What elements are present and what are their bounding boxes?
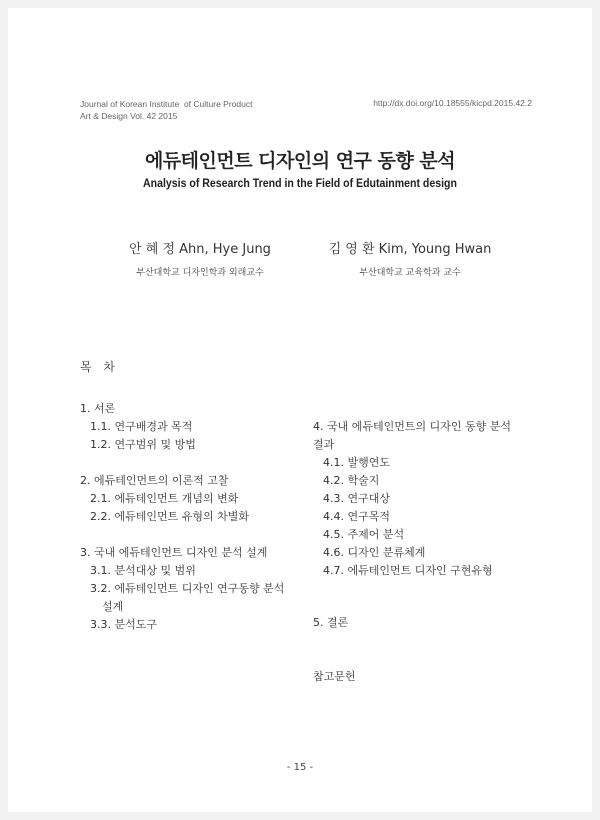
- journal-info: [80, 98, 252, 122]
- toc-item: 4.7. 에듀테인먼트 디자인 구현유형: [323, 564, 493, 577]
- author-1-name: 안 혜 정 Ahn, Hye Jung: [129, 242, 271, 257]
- toc-heading: 목 차: [80, 360, 119, 374]
- author-2-affiliation: 부산대학교 교육학과 교수: [359, 268, 461, 278]
- author-1: [100, 238, 300, 278]
- toc-item: 설계: [102, 600, 124, 613]
- toc-item: 3. 국내 에듀테인먼트 디자인 분석 설계: [80, 546, 268, 559]
- toc-item: 4.5. 주제어 분석: [323, 528, 405, 541]
- author-2: [310, 238, 510, 278]
- toc-item: 1.2. 연구범위 및 방법: [90, 438, 196, 451]
- toc-item: 5. 결론: [313, 616, 349, 629]
- author-2-name: 김 영 환 Kim, Young Hwan: [328, 242, 492, 257]
- toc-item: 4.2. 학술지: [323, 474, 380, 487]
- toc-item: 2. 에듀테인먼트의 이론적 고찰: [80, 474, 229, 487]
- toc-item: 결과: [313, 438, 335, 451]
- toc-item: 4.1. 발행연도: [323, 456, 390, 469]
- toc-item: 참고문헌: [313, 670, 356, 683]
- page-number: - 15 -: [286, 762, 314, 773]
- toc-item: 2.2. 에듀테인먼트 유형의 차별화: [90, 510, 249, 523]
- toc-item: 2.1. 에듀테인먼트 개념의 변화: [90, 492, 239, 505]
- doi-link[interactable]: http://dx.doi.org/10.18555/kicpd.2015.42.2: [373, 98, 532, 108]
- toc-item: 4. 국내 에듀테인먼트의 디자인 동향 분석: [313, 420, 511, 433]
- toc-item: 3.3. 분석도구: [90, 618, 157, 631]
- title-english: Analysis of Research Trend in the Field of Edutainment design: [143, 176, 457, 190]
- toc-item: 4.6. 디자인 분류체계: [323, 546, 426, 559]
- journal-name: Journal of Korean Institute of Culture Product: [80, 99, 253, 109]
- toc-item: 1. 서론: [80, 402, 116, 415]
- toc-item: 4.3. 연구대상: [323, 492, 390, 505]
- author-1-affiliation: 부산대학교 디자인학과 외래교수: [136, 268, 264, 278]
- toc-item: 4.4. 연구목적: [323, 510, 390, 523]
- toc-item: 3.1. 분석대상 및 범위: [90, 564, 196, 577]
- journal-volume: Art & Design Vol. 42 2015: [80, 111, 178, 121]
- title-korean: 에듀테인먼트 디자인의 연구 동향 분석: [144, 150, 456, 172]
- toc-item: 1.1. 연구배경과 목적: [90, 420, 193, 433]
- toc-item: 3.2. 에듀테인먼트 디자인 연구동향 분석: [90, 582, 285, 595]
